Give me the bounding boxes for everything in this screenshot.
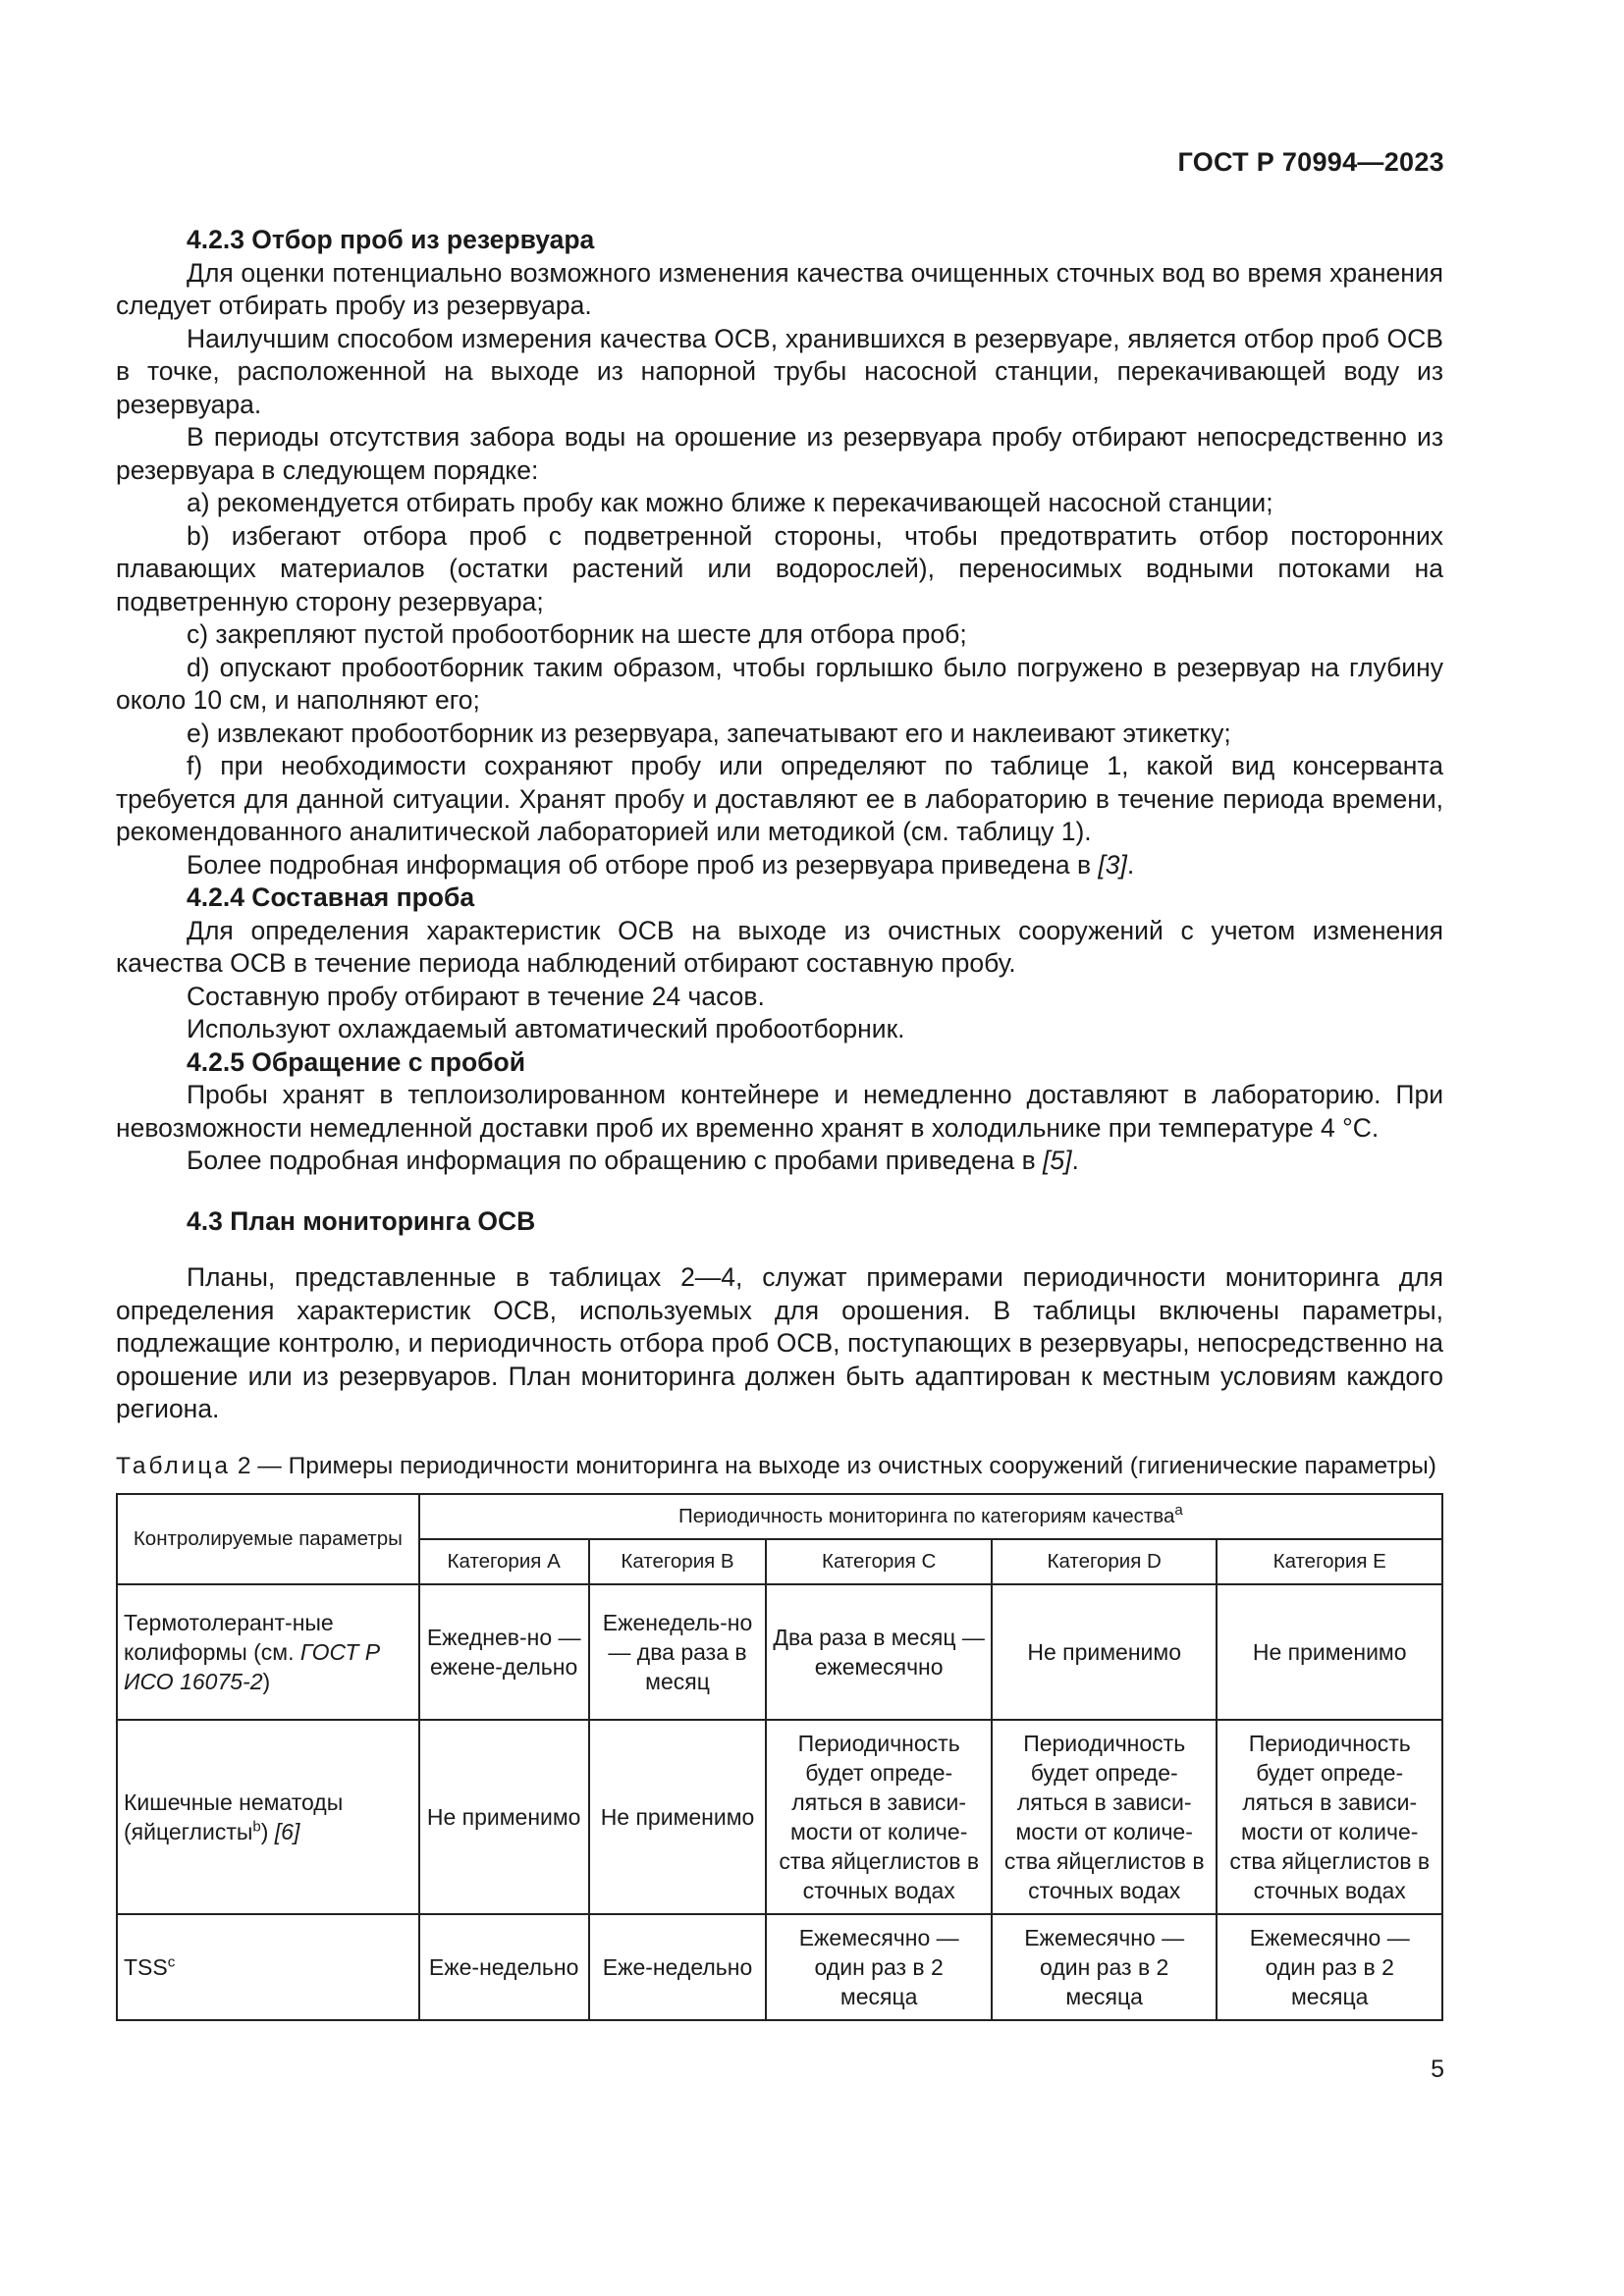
paragraph: Наилучшим способом измерения качества ОСВ, хранившихся в резервуаре, является отбор проб ОСВ в точке, расположенной на выходе из напорной трубы насосной станции, перекачивающей воду из резервуара. [116,323,1443,419]
paragraph: Для определения характеристик ОСВ на выходе из очистных сооружений с учетом изменения качества ОСВ в течение периода наблюдений отбирают составную пробу. [116,915,1443,978]
header-category-a: Категория A [419,1539,589,1584]
header-category-b: Категория B [589,1539,767,1584]
table-row [117,1584,1442,1720]
table-caption [116,1452,1443,1481]
table-cell: Периодичность будет опреде-ляться в зависи-мости от количе-ства яйцеглистов в сточных водах [1217,1720,1442,1914]
page-content [116,224,1443,2021]
table-cell: Ежеднев-но — ежене-дельно [419,1584,589,1720]
footnote-mark: c [167,1952,176,1970]
footnote-mark: a [1174,1502,1183,1520]
monitoring-table [116,1493,1443,2021]
table-cell: Ежемесячно — один раз в 2 месяца [992,1914,1218,2020]
page-number: 5 [1431,2056,1444,2083]
list-item-c: c) закрепляют пустой пробоотборник на шесте для отбора проб; [187,619,967,649]
table-cell: Периодичность будет опреде-ляться в зависи-мости от количе-ства яйцеглистов в сточных водах [766,1720,992,1914]
parameter-text: Термотолерант-ные колиформы (см. [124,1609,334,1665]
paragraph: Составную пробу отбирают в течение 24 часов. [187,981,765,1011]
reference-text: Более подробная информация по обращению с пробами приведена в [187,1146,1044,1175]
table-cell: Еже-недельно [419,1914,589,2020]
table-cell: Не применимо [992,1584,1218,1720]
section-heading-4-3: 4.3 План мониторинга ОСВ [187,1205,536,1236]
bibliography-link[interactable]: [5] [1043,1146,1072,1175]
bibliography-link[interactable]: [6] [274,1818,300,1844]
table-cell: Периодичность будет опреде-ляться в зависи-мости от количе-ства яйцеглистов в сточных водах [992,1720,1218,1914]
header-frequency-text: Периодичность мониторинга по категориям качества [678,1505,1175,1527]
parameter-text: Кишечные нематоды (яйцеглисты [124,1789,344,1844]
table-caption-label: Таблица [116,1452,232,1479]
table-row [117,1914,1442,2020]
table-cell: Два раза в месяц — ежемесячно [766,1584,992,1720]
list-item-d: d) опускают пробоотборник таким образом, чтобы горлышко было погружено в резервуар на глубину около 10 см, и наполняют его; [116,652,1443,715]
section-heading-4-2-4: 4.2.4 Составная проба [187,882,475,912]
paragraph: В периоды отсутствия забора воды на орошение из резервуара пробу отбирают непосредственно из резервуара в следующем порядке: [116,422,1443,485]
paragraph: Используют охлаждаемый автоматический пробоотборник. [187,1014,905,1043]
parameter-text: ) [262,1668,271,1694]
table-row [117,1720,1442,1914]
table-header-row [117,1494,1442,1539]
reference-end: . [1071,1146,1079,1175]
table-cell: Не применимо [589,1720,767,1914]
paragraph: Пробы хранят в теплоизолированном контейнере и немедленно доставляют в лабораторию. При невозможности немедленной доставки проб их временно хранят в холодильнике при температуре 4 °C. [116,1080,1443,1143]
table-cell: Ежемесячно — один раз в 2 месяца [766,1914,992,2020]
reference-text: Более подробная информация об отборе проб из резервуара приведена в [187,849,1099,880]
parameter-text: TSS [124,1953,168,1980]
parameter-cell [117,1584,419,1720]
paragraph-reference [116,1145,1443,1178]
paragraph: Для оценки потенциально возможного изменения качества очищенных сточных вод во время хранения следует отбирать пробу из резервуара. [116,257,1443,320]
table-cell: Не применимо [1217,1584,1442,1720]
header-category-d: Категория D [992,1539,1218,1584]
table-cell: Еженедель-но — два раза в месяц [589,1584,767,1720]
table-cell: Не применимо [419,1720,589,1914]
list-item-f: f) при необходимости сохраняют пробу или определяют по таблице 1, какой вид консерванта требуется для данной ситуации. Хранят пробу и доставляют ее в лабораторию в течение периода времени, рекомендованного аналитической лабораторией или методикой (см. таблицу 1). [116,751,1443,846]
section-heading-4-2-3: 4.2.3 Отбор проб из резервуара [187,225,595,254]
paragraph-reference [116,849,1443,882]
list-item-a: a) рекомендуется отбирать пробу как можно ближе к перекачивающей насосной станции; [187,488,1273,517]
footnote-mark: b [252,1817,261,1835]
parameter-cell [117,1720,419,1914]
table-caption-text: 2 — Примеры периодичности мониторинга на выходе из очистных сооружений (гигиенические параметры) [231,1452,1436,1479]
list-item-e: e) извлекают пробоотборник из резервуара, запечатывают его и наклеивают этикетку; [187,718,1231,748]
parameter-text: ) [260,1818,275,1844]
table-cell: Ежемесячно — один раз в 2 месяца [1217,1914,1442,2020]
table-cell: Еже-недельно [589,1914,767,2020]
section-heading-4-2-5: 4.2.5 Обращение с пробой [187,1046,526,1077]
standard-reference: ГОСТ Р ИСО 16075-2 [124,1638,381,1694]
header-category-c: Категория C [766,1539,992,1584]
reference-end: . [1126,849,1135,880]
bibliography-link[interactable]: [3] [1098,849,1127,880]
header-frequency-group [419,1494,1442,1539]
parameter-cell [117,1914,419,2020]
header-category-e: Категория E [1217,1539,1442,1584]
header-parameters: Контролируемые параметры [117,1494,419,1584]
document-code: ГОСТ Р 70994—2023 [1177,147,1444,177]
list-item-b: b) избегают отбора проб с подветренной стороны, чтобы предотвратить отбор посторонних плавающих материалов (остатки растений или водорослей), переносимых водными потоками на подветренную сторону резервуара; [116,520,1443,616]
paragraph: Планы, представленные в таблицах 2—4, служат примерами периодичности мониторинга для определения характеристик ОСВ, используемых для орошения. В таблицы включены параметры, подлежащие контролю, и периодичность отбора проб ОСВ, поступающих в резервуары, непосредственно на орошение или из резервуаров. План мониторинга должен быть адаптирован к местным условиям каждого региона. [116,1262,1443,1423]
